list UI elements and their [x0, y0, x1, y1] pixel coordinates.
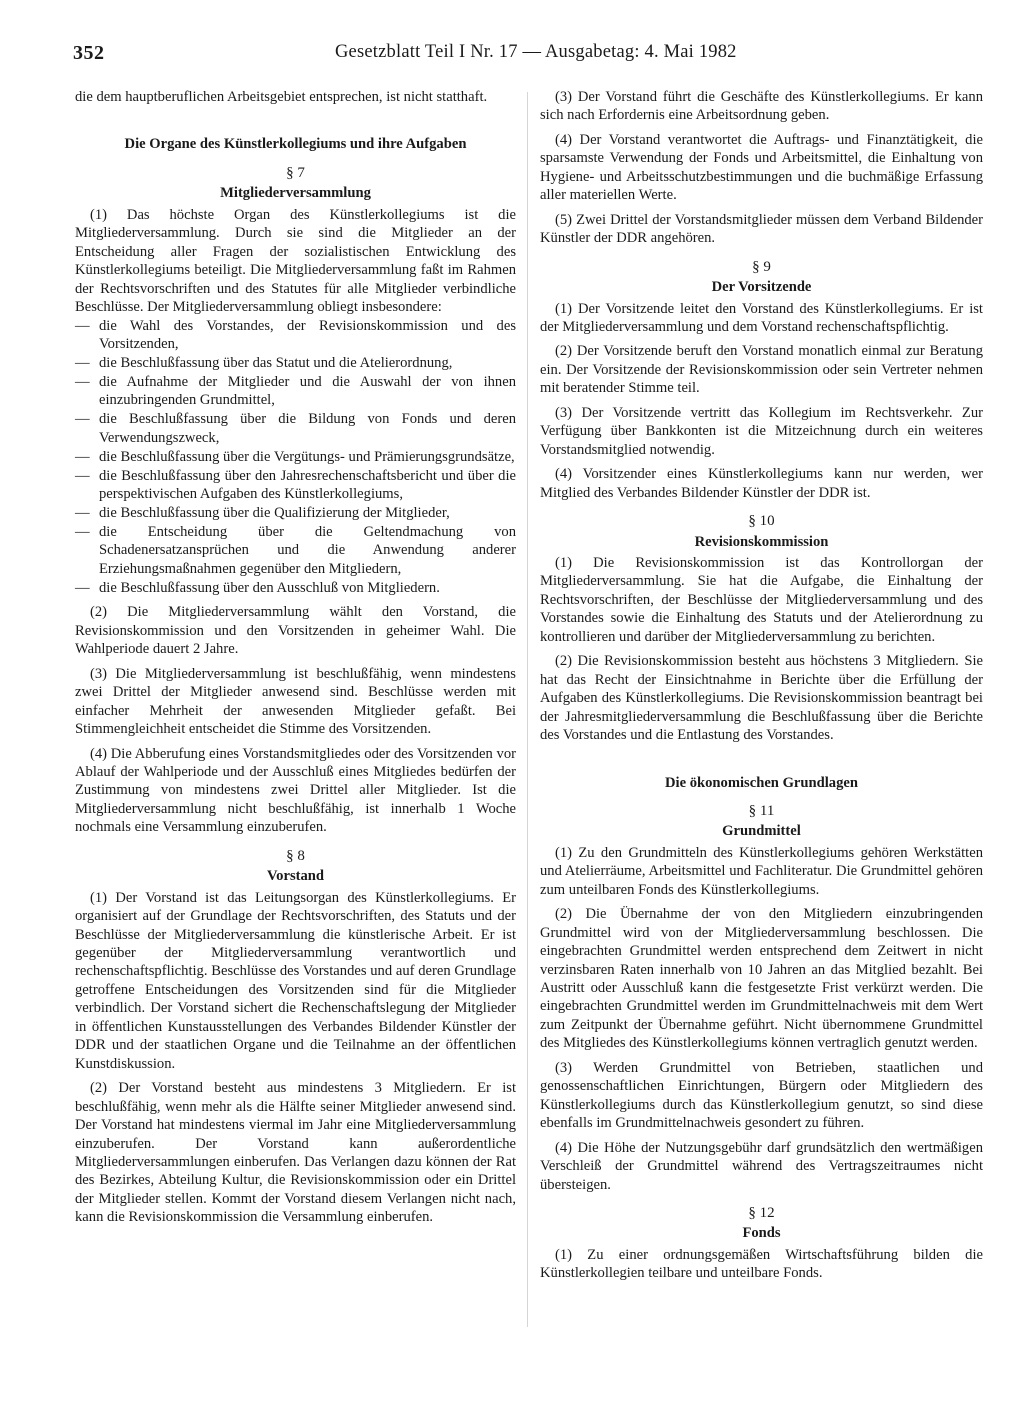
s12-p1: (1) Zu einer ordnungsgemäßen Wirtschaftsführung bilden die Künstlerkollegien teilbare und unteilbare Fonds.: [540, 1246, 983, 1282]
left-column: [75, 88, 516, 1233]
s9-p4: (4) Vorsitzender eines Künstlerkollegiums kann nur werden, wer Mitglied des Verbandes Bildender Künstler der DDR ist.: [540, 466, 983, 501]
list-item: — die Beschlußfassung über die Bildung von Fonds und deren Verwendungszweck,: [75, 410, 516, 447]
list-item: — die Beschlußfassung über den Jahresrechenschaftsbericht und über die perspektivischen Aufgaben des Künstlerkollegiums,: [75, 467, 516, 504]
list-item: — die Beschlußfassung über den Ausschluß von Mitgliedern.: [75, 579, 516, 597]
list-item: — die Aufnahme der Mitglieder und die Auswahl der von ihnen einzubringenden Grundmittel,: [75, 373, 516, 410]
paragraph-title-12: Fonds: [742, 1225, 781, 1242]
s9-p3: (3) Der Vorsitzende vertritt das Kollegium im Rechtsverkehr. Zur Verfügung über Bankkonten ist die Mitzeichnung durch ein weiteres Vorstandsmitglied notwendig.: [540, 404, 983, 458]
s11-p1: (1) Zu den Grundmitteln des Künstlerkollegiums gehören Werkstätten und Atelierräume, Arbeitsmittel und Fachliteratur. Die Grundmittel gehören zum unteilbaren Fonds des Künstlerkollegiums.: [540, 844, 983, 898]
paragraph-number-8: § 8: [286, 847, 305, 864]
column-divider: [527, 92, 528, 1327]
paragraph-number-9: § 9: [752, 258, 771, 275]
paragraph-title-10: Revisionskommission: [694, 533, 829, 550]
page-number: 352: [73, 42, 105, 64]
paragraph-title-7: Mitgliederversammlung: [220, 185, 371, 202]
s7-p2: (2) Die Mitgliederversammlung wählt den Vorstand, die Revisionskommission und den Vorsitzenden in geheimer Wahl. Die Wahlperiode dauert 2 Jahre.: [75, 604, 516, 658]
paragraph-number-7: § 7: [286, 164, 305, 181]
s8-p2: (2) Der Vorstand besteht aus mindestens 3 Mitgliedern. Er ist beschlußfähig, wenn mehr als die Hälfte seiner Mitglieder anwesend sind. Der Vorstand hat mindestens viermal im Jahr eine Mitgliederversammlung einzuberufen. Der Vorstand kann außerordentliche Mitgliederversammlungen einberufen. Das Verlangen dazu können der Rat des Bezirkes, Abteilung Kultur, die Revisionskommission oder ein Drittel der Mitglieder stellen. Kommt der Vorstand diesem Verlangen nicht nach, kann die Revisionskommission die Versammlung einberufen.: [75, 1080, 516, 1226]
list-item: — die Beschlußfassung über die Vergütungs- und Prämierungsgrundsätze,: [75, 448, 516, 466]
section-heading-oekonomie: Die ökonomischen Grundlagen: [665, 774, 858, 791]
s7-p4: (4) Die Abberufung eines Vorstandsmitgliedes oder des Vorsitzenden vor Ablauf der Wahlperiode und der Ausschluß eines Mitgliedes bedürfen der Zustimmung von mindestens zwei Drittel aller Mitglieder. Ist die Mitgliederversammlung nicht beschlußfähig, ist innerhalb 1 Woche nochmals eine Versammlung einzuberufen.: [75, 745, 516, 836]
section-heading-organe: Die Organe des Künstlerkollegiums und ihre Aufgaben: [124, 136, 467, 153]
s11-p2: (2) Die Übernahme der von den Mitgliedern einzubringenden Grundmittel wird von der Mitgliederversammlung beschlossen. Die eingebrachten Grundmittel werden entsprechend dem Zeitwert in nicht verzinsbaren Raten innerhalb von 10 Jahren an das Mitglied bezahlt. Bei Austritt oder Ausschluß kann die festgesetzte Frist verkürzt werden. Die eingebrachten Grundmittel werden im Grundmittelnachweis mit dem Wert zum Zeitpunkt der Übernahme geführt. Nicht übernommene Grundmittel des Mitgliedes des Künstlerkollegiums können vertraglich genutzt werden.: [540, 906, 983, 1052]
s9-p2: (2) Der Vorsitzende beruft den Vorstand monatlich einmal zur Beratung ein. Der Vorsitzende der Revisionskommission oder sein Vertreter nehmen mit beratender Stimme teil.: [540, 343, 983, 397]
s7-p3: (3) Die Mitgliederversammlung ist beschlußfähig, wenn mindestens zwei Drittel der Mitglieder anwesend sind. Beschlüsse werden mit einfacher Mehrheit der anwesenden Mitglieder gefaßt. Bei Stimmengleichheit entscheidet die Stimme des Vorsitzenden.: [75, 665, 516, 738]
s10-p2: (2) Die Revisionskommission besteht aus höchstens 3 Mitgliedern. Sie hat das Recht der Einsichtnahme in Berichte über die Erfüllung der Aufgaben des Künstlerkollegiums. Die Revisionskommission beantragt bei der Jahresmitgliederversammlung die Beschlußfassung über die Berichte des Vorstandes und die Entlastung des Vorstandes.: [540, 653, 983, 744]
s8-p4: (4) Der Vorstand verantwortet die Auftrags- und Finanztätigkeit, die sparsamste Verwendung der Fonds und Arbeitsmittel, die Einhaltung von Hygiene- und Arbeitsschutzbestimmungen und die buchmäßige Erfassung aller materiellen Werte.: [540, 131, 983, 204]
s7-duties-list: [75, 317, 516, 598]
paragraph-number-10: § 10: [748, 513, 775, 530]
paragraph-title-8: Vorstand: [266, 868, 325, 885]
intro-paragraph: die dem hauptberuflichen Arbeitsgebiet entsprechen, ist nicht statthaft.: [75, 89, 488, 105]
s9-p1: (1) Der Vorsitzende leitet den Vorstand des Künstlerkollegiums. Er ist der Mitgliederversammlung und dem Vorstand rechenschaftspflichtig.: [540, 300, 983, 335]
list-item: — die Beschlußfassung über die Qualifizierung der Mitglieder,: [75, 504, 516, 522]
paragraph-title-9: Der Vorsitzende: [711, 279, 812, 296]
page-header: [73, 42, 977, 72]
s8-p3: (3) Der Vorstand führt die Geschäfte des Künstlerkollegiums. Er kann sich nach Erfordernis eine Arbeitsordnung geben.: [540, 89, 983, 124]
s7-p1: (1) Das höchste Organ des Künstlerkollegiums ist die Mitgliederversammlung. Durch sie sind die Mitglieder an der Entscheidung aller Fragen der sozialistischen Entwicklung des Künstlerkollegiums beteiligt. Die Mitgliederversammlung faßt im Rahmen der Rechtsvorschriften und des Statutes für alle Mitglieder verbindliche Beschlüsse. Der Mitgliederversammlung obliegt insbesondere:: [75, 206, 516, 316]
list-item: — die Beschlußfassung über das Statut und die Atelierordnung,: [75, 354, 516, 372]
paragraph-number-11: § 11: [748, 802, 775, 819]
right-column: [540, 88, 983, 1289]
list-item: — die Wahl des Vorstandes, der Revisionskommission und des Vorsitzenden,: [75, 317, 516, 354]
s8-p5: (5) Zwei Drittel der Vorstandsmitglieder müssen dem Verband Bildender Künstler der DDR angehören.: [540, 211, 983, 247]
s11-p3: (3) Werden Grundmittel von Betrieben, staatlichen und genossenschaftlichen Einrichtungen, Bürgern oder Mitgliedern des Künstlerkollegiums durch das Künstlerkollegium genutzt, so sind diese ebenfalls im Grundmittelnachweis gesondert zu führen.: [540, 1059, 983, 1132]
gazette-title: Gesetzblatt Teil I Nr. 17 — Ausgabetag: 4. Mai 1982: [335, 42, 737, 62]
list-item: — die Entscheidung über die Geltendmachung von Schadenersatzansprüchen und die Anwendung anderer Erziehungsmaßnahmen gegenüber den Mitgliedern,: [75, 523, 516, 578]
paragraph-number-12: § 12: [748, 1205, 775, 1222]
s8-p1: (1) Der Vorstand ist das Leitungsorgan des Künstlerkollegiums. Er organisiert auf der Grundlage der Rechtsvorschriften, des Statuts und der Beschlüsse der Mitgliederversammlung die künstlerische Arbeit. Er ist gegenüber der Mitgliederversammlung verantwortlich und rechenschaftspflichtig. Beschlüsse des Vorstandes und auf deren Grundlage getroffene Entscheidungen des Vorsitzenden sind für die Mitglieder verbindlich. Der Vorstand sichert die Rechenschaftslegung der Mitglieder in öffentlichen Kunstausstellungen des Verbandes Bildender Künstler der DDR und der staatlichen Organe und die Teilnahme an der öffentlichen Kunstdiskussion.: [75, 889, 516, 1072]
s10-p1: (1) Die Revisionskommission ist das Kontrollorgan der Mitgliederversammlung. Sie hat die Aufgabe, die Einhaltung der Rechtsvorschriften, der Beschlüsse der Mitgliederversammlung und des Vorstandes sowie die Einhaltung des Statuts und der Atelierordnung zu kontrollieren und darüber der Mitgliederversammlung zu berichten.: [540, 554, 983, 645]
s11-p4: (4) Die Höhe der Nutzungsgebühr darf grundsätzlich den wertmäßigen Verschleiß der Grundmittel während des Vertragszeitraumes nicht übersteigen.: [540, 1139, 983, 1193]
paragraph-title-11: Grundmittel: [722, 823, 801, 840]
